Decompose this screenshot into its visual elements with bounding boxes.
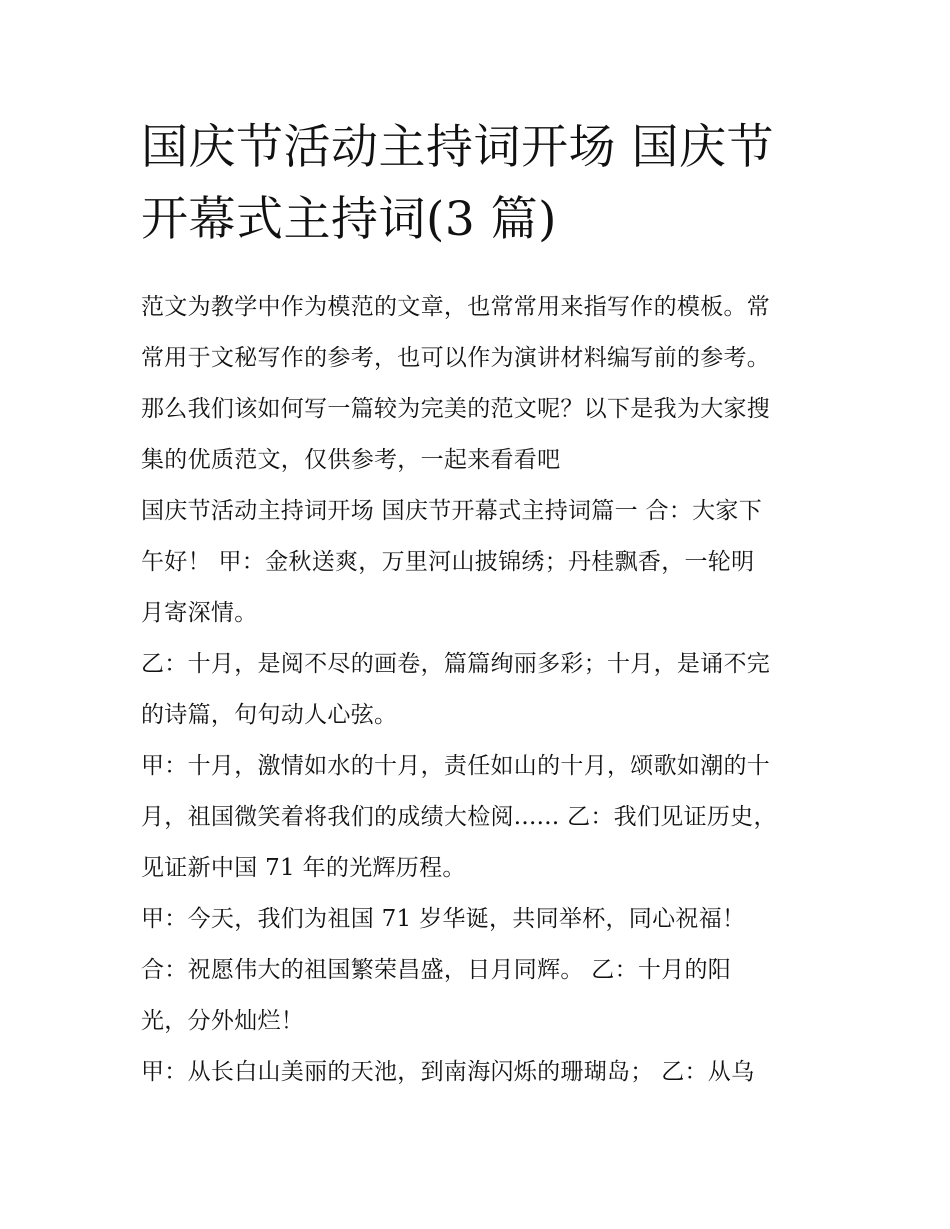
text-line: 甲：今天，我们为祖国 71 岁华诞，共同举杯，同心祝福！	[141, 906, 746, 932]
text-line: 范文为教学中作为模范的文章，也常常用来指写作的模板。常	[141, 294, 771, 320]
text-line: 常用于文秘写作的参考，也可以作为演讲材料编写前的参考。	[141, 345, 771, 371]
text-line: 午好！ 甲：金秋送爽，万里河山披锦绣；丹桂飘香，一轮明	[141, 549, 755, 575]
text-line: 光，分外灿烂！	[141, 1008, 305, 1034]
title-line: 国庆节活动主持词开场 国庆节	[141, 120, 774, 175]
title-line: 开幕式主持词(3 篇)	[141, 192, 558, 247]
text-line: 月寄深情。	[141, 600, 258, 626]
text-line: 那么我们该如何写一篇较为完美的范文呢？以下是我为大家搜	[141, 396, 771, 422]
text-line: 国庆节活动主持词开场 国庆节开幕式主持词篇一 合：大家下	[141, 498, 763, 524]
document-title	[141, 112, 816, 256]
text-line: 甲：十月，激情如水的十月，责任如山的十月，颂歌如潮的十	[141, 753, 771, 779]
document-page	[141, 112, 816, 1098]
text-line: 的诗篇，句句动人心弦。	[141, 702, 398, 728]
text-line: 月，祖国微笑着将我们的成绩大检阅...... 乙：我们见证历史，	[141, 804, 777, 830]
text-line: 甲：从长白山美丽的天池，到南海闪烁的珊瑚岛； 乙：从乌	[141, 1059, 755, 1085]
text-line: 集的优质范文，仅供参考，一起来看看吧	[141, 447, 561, 473]
text-line: 合：祝愿伟大的祖国繁荣昌盛，日月同辉。 乙：十月的阳	[141, 957, 732, 983]
document-body	[141, 282, 816, 1098]
text-line: 乙：十月，是阅不尽的画卷，篇篇绚丽多彩；十月，是诵不完	[141, 651, 771, 677]
text-line: 见证新中国 71 年的光辉历程。	[141, 855, 466, 881]
